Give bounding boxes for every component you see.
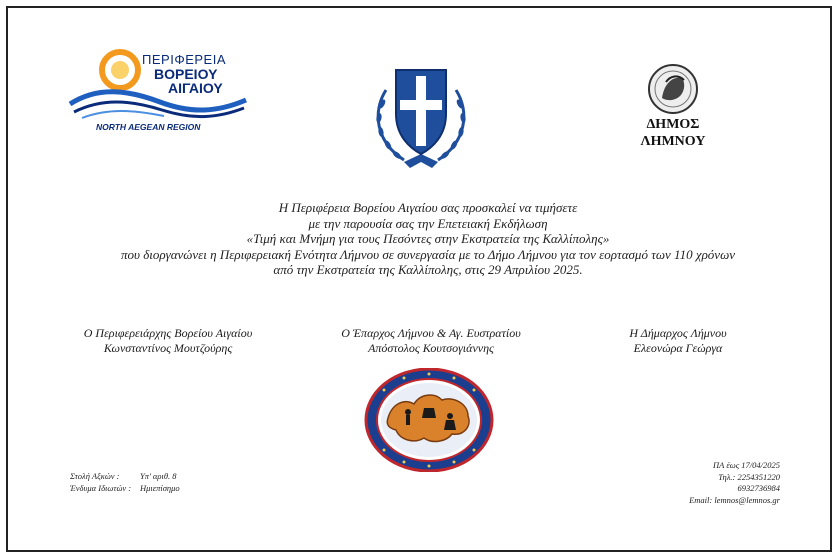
dress-code-value: Ημιεπίσημο <box>140 483 180 493</box>
invitation-card <box>6 6 832 552</box>
municipality-name-line2: ΛΗΜΝΟΥ <box>640 134 706 149</box>
signatory-title: Ο Περιφερειάρχης Βορείου Αιγαίου <box>83 326 253 340</box>
invitation-line: από την Εκστρατεία της Καλλίπολης, στις 29 Απριλίου 2025. <box>273 262 583 277</box>
invitation-line: που διοργανώνει η Περιφερειακή Ενότητα Λήμνου σε συνεργασία με το Δήμο Λήμνου για τον εορτασμό των 110 χρόνων <box>120 246 736 262</box>
municipality-name-line1: ΔΗΜΟΣ <box>646 117 700 132</box>
region-name-line3: ΑΙΓΑΙΟΥ <box>168 80 223 96</box>
dress-code-row <box>70 482 180 494</box>
signatory-mayor <box>608 326 748 356</box>
gallipoli-campaign-emblem <box>364 368 494 477</box>
invitation-line: Η Περιφέρεια Βορείου Αιγαίου σας προσκαλεί να τιμήσετε <box>278 200 578 215</box>
signatory-name: Κωνσταντίνος Μουτζούρης <box>103 341 233 355</box>
region-name-line1: ΠΕΡΙΦΕΡΕΙΑ <box>142 52 227 67</box>
contact-mobile: 6932736984 <box>737 483 780 493</box>
emblem-graphic <box>364 368 494 472</box>
signatory-eparch <box>326 326 536 356</box>
invitation-line: «Τιμή και Μνήμη για τους Πεσόντες στην Εκστρατεία της Καλλίπολης» <box>246 231 610 246</box>
signatory-name: Απόστολος Κουτσογιάννης <box>368 341 494 355</box>
contact-phone: Τηλ.: 2254351220 <box>718 471 780 482</box>
north-aegean-region-logo <box>68 46 248 136</box>
dress-code-label: Ένδυμα Ιδιωτών : <box>70 483 132 493</box>
invitation-line: με την παρουσία σας την Επετειακή Εκδήλωση <box>308 215 548 231</box>
region-name-line2: ΒΟΡΕΙΟΥ <box>154 66 218 82</box>
dress-code-label: Στολή Αξκών : <box>70 471 120 481</box>
signatory-title: Ο Έπαρχος Λήμνου & Αγ. Ευστρατίου <box>341 326 521 340</box>
dress-code <box>70 470 180 494</box>
invitation-text <box>48 200 808 278</box>
signatory-regional-governor <box>68 326 268 356</box>
municipality-logo <box>618 62 728 150</box>
signatory-title: Η Δήμαρχος Λήμνου <box>629 326 727 340</box>
contact-email: Email: lemnos@lemnos.gr <box>689 494 780 505</box>
signatory-name: Ελεονώρα Γεώργα <box>633 341 723 355</box>
ancient-coin-emblem <box>646 62 700 116</box>
rsvp-contact <box>668 460 780 506</box>
region-name-english: NORTH AEGEAN REGION <box>96 122 201 132</box>
greek-coat-of-arms <box>366 60 476 179</box>
dress-code-value: Υπ' αριθ. 8 <box>140 471 177 481</box>
rsvp-deadline: ΠΑ έως 17/04/2025 <box>713 460 780 470</box>
dress-code-row <box>70 470 180 482</box>
coat-of-arms-graphic <box>366 60 476 174</box>
